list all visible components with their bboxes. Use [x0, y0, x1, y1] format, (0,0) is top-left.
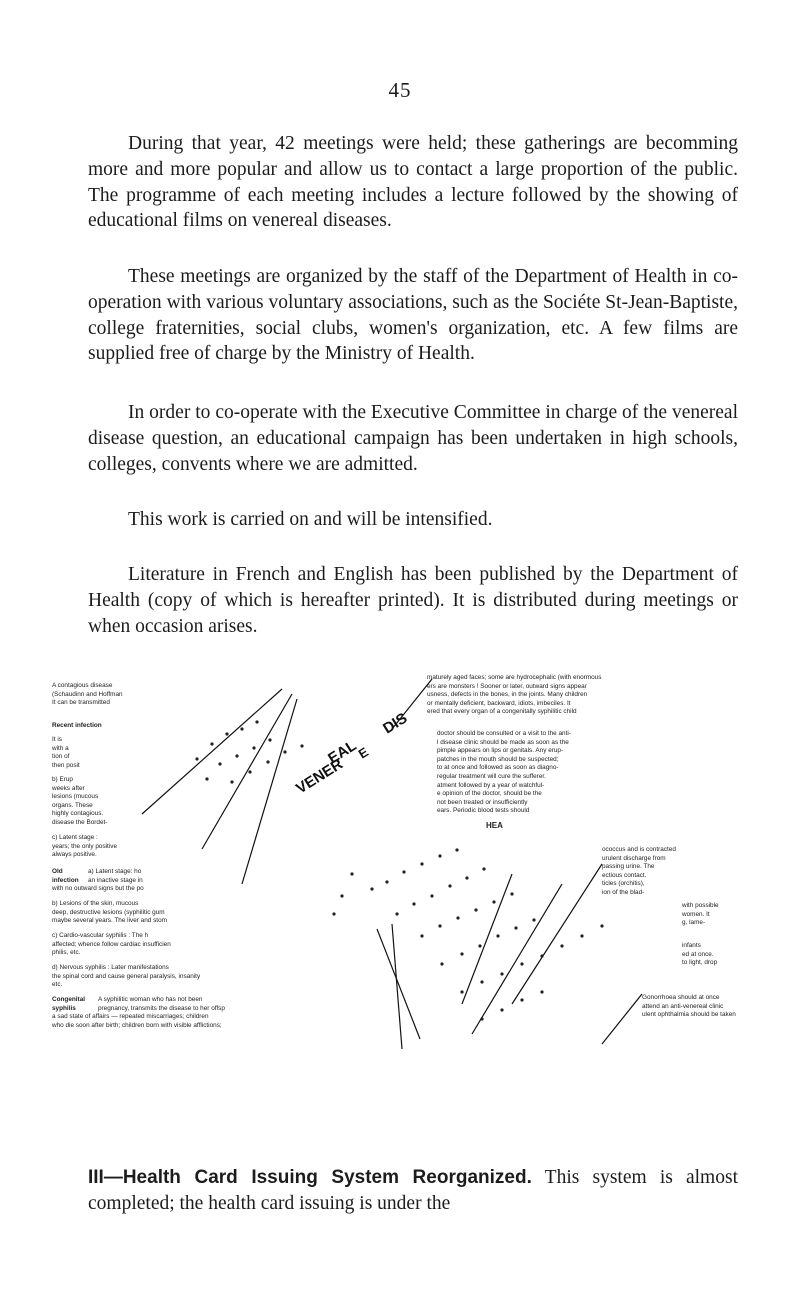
leaflet-old-b: b) Lesions of the skin, mucous deep, destructive lesions (syphilitic gum maybe several years. The liver and stom	[52, 900, 167, 925]
paragraph-3	[88, 400, 738, 477]
leaflet-recent-b: b) Erup weeks after lesions (mucous organs. These highly contagious. disease the Bordet-	[52, 776, 108, 826]
paragraph-text: In order to co-operate with the Executive Committee in charge of the venereal disease question, an educational campaign has been undertaken in high schools, colleges, convents where we are admitted.	[88, 402, 738, 475]
paragraph-5	[88, 562, 738, 639]
svg-text:DIS: DIS	[380, 709, 411, 738]
section-text: This system is almost completed; the health card issuing is under the	[88, 1167, 738, 1214]
leaflet-recent-heading: Recent infection	[52, 722, 102, 729]
svg-text:EAL: EAL	[325, 737, 360, 768]
leaflet-right-bottom: Gonorrhoea should at once attend an anti-venereal clinic ulent ophthalmia should be taken	[642, 994, 736, 1019]
leaflet-congenital-tail: a sad state of affairs — repeated miscarriages; children who die soon after birth; children born with visible afflictions;	[52, 1013, 222, 1029]
leaflet-illustration	[42, 674, 758, 1154]
paragraph-2	[88, 264, 738, 367]
leaflet-congenital-heading: Congenital syphilis	[52, 996, 86, 1012]
paragraph-4	[88, 507, 738, 533]
leaflet-intro: A contagious disease (Schaudinn and Hoffman It can be transmitted	[52, 682, 123, 707]
leaflet-old-d: d) Nervous syphilis : Later manifestations the spinal cord and cause general paralysis, insanity etc.	[52, 964, 201, 989]
section-heading: III—Health Card Issuing System Reorganized.	[88, 1167, 532, 1188]
leaflet-old-heading: Old infection	[52, 868, 79, 884]
svg-text:VENER: VENER	[293, 755, 346, 798]
leaflet-gonorrhoea-text-2: with possible women. It g, lame-	[682, 902, 719, 927]
leaflet-recent-text: It is with a tion of then posit	[52, 736, 80, 769]
leaflet-old-c: c) Cardio-vascular syphilis : The h affected; whence follow cardiac insufficien philis, etc.	[52, 932, 171, 957]
leaflet-old-a-tail: with no outward signs but the po	[52, 885, 144, 892]
paragraph-1	[88, 131, 738, 234]
paragraph-text: Literature in French and English has been published by the Department of Health (copy of which is hereafter printed). It is distributed during meetings or when occasion arises.	[88, 564, 738, 637]
leaflet-letter-pattern	[42, 674, 758, 1154]
paragraph-text: During that year, 42 meetings were held; these gatherings are becomming more and more popular and allow us to contact a large proportion of the public. The programme of each meeting includes a lecture followed by the showing of educational films on venereal diseases.	[88, 133, 738, 232]
leaflet-gonorrhoea-text-3: infants ed at once. to light, drop	[682, 942, 718, 967]
svg-text:E: E	[355, 744, 371, 762]
section-heading-paragraph	[88, 1165, 738, 1217]
leaflet-right-top: maturely aged faces; some are hydrocephalic (with enormous ers are monsters ! Sooner or later, outward signs appear usness, defects in the bones, in the joints. Many children or mentally deficient, backward, idiots, imbeciles. It ered that every organ of a congenitally syphilitic child	[427, 674, 602, 716]
leaflet-recent-c: c) Latent stage : years; the only positive always positive.	[52, 834, 118, 859]
leaflet-congenital-text: A syphilitic woman who has not been pregnancy, transmits the disease to her offsp	[98, 996, 225, 1012]
leaflet-right-rhea: HEA	[486, 821, 503, 830]
leaflet-gonorrhoea-text: ococcus and is contracted urulent discharge from passing urine. The ectious contact. ticles (orchitis), ion of the blad-	[602, 846, 676, 896]
paragraph-text: This work is carried on and will be intensified.	[128, 509, 493, 530]
leaflet-right-mid: doctor should be consulted or a visit to the anti- l disease clinic should be made as soon as the pimple appears on lips or genitals. Any erup- patches in the mouth should be suspected; to at once and followed as soon as diagno- regular treatment will cure the sufferer. atment followed by a year of watchful- e opinion of the doctor, should be the not been treated or insufficiently ears. Periodic blood tests should	[437, 730, 571, 815]
leaflet-old-a: a) Latent stage: ho an inactive stage in	[88, 868, 143, 884]
page-number: 45	[388, 78, 412, 102]
paragraph-text: These meetings are organized by the staff of the Department of Health in co-operation with various voluntary associations, such as the Sociéte St-Jean-Baptiste, college fraternities, social clubs, women's organization, etc. A few films are supplied free of charge by the Ministry of Health.	[88, 266, 738, 365]
